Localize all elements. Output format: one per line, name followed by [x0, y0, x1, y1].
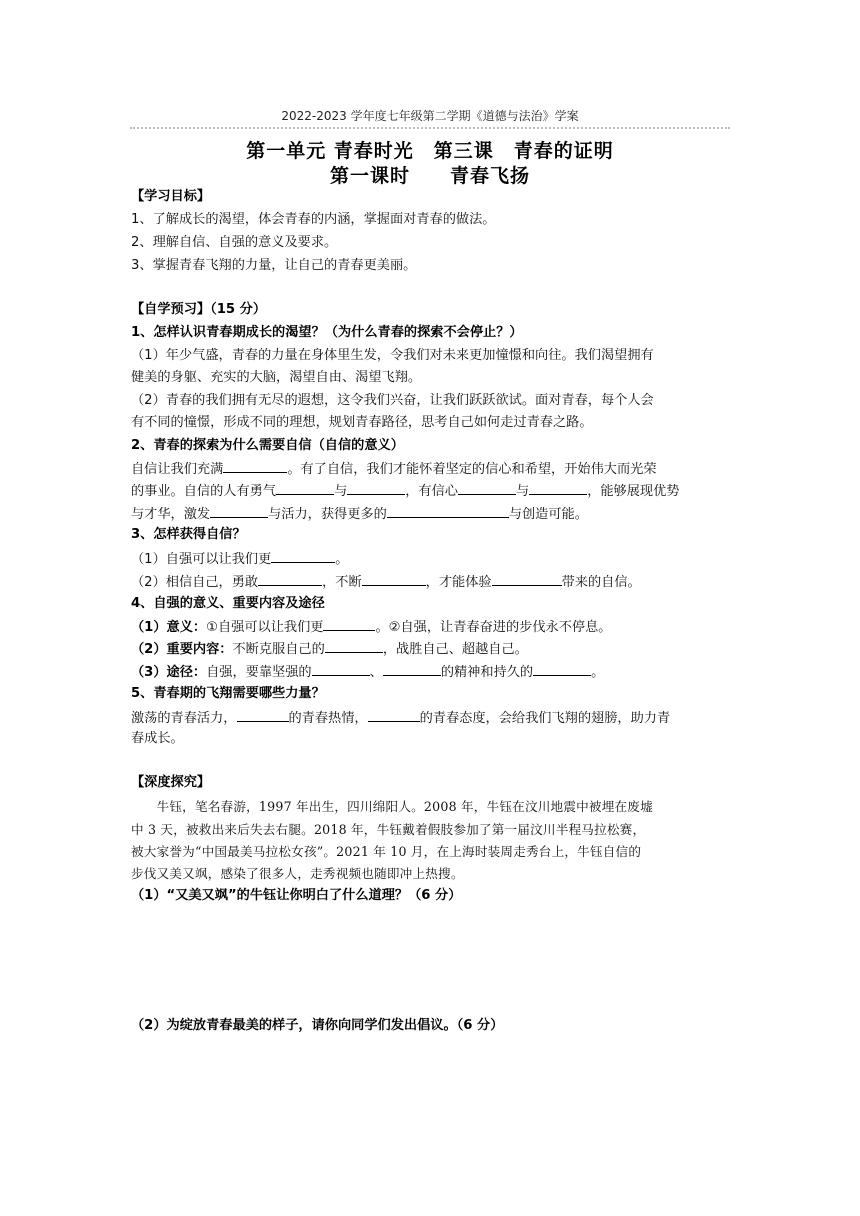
q5-line-2: 春成长。	[131, 731, 184, 746]
q2-line-3: 与才华，激发 与活力，获得更多的 与创造可能。	[131, 504, 588, 524]
fill-blank[interactable]	[325, 639, 383, 653]
fill-blank[interactable]	[387, 504, 509, 518]
goal-item: 2、理解自信、自强的意义及要求。	[131, 235, 338, 250]
explore-question-2: （2）为绽放青春最美的样子，请你向同学们发出倡议。（6 分）	[131, 1018, 504, 1033]
question-3-title: 3、怎样获得自信？	[131, 527, 246, 542]
fill-blank[interactable]	[383, 662, 441, 676]
unit-title: 第一单元 青春时光 第三课 青春的证明	[246, 140, 614, 162]
fill-blank[interactable]	[276, 481, 334, 495]
fill-blank[interactable]	[533, 662, 591, 676]
fill-blank[interactable]	[347, 481, 405, 495]
question-2-title: 2、青春的探索为什么需要自信（自信的意义）	[131, 438, 404, 453]
lesson-title: 第一课时 青春飞扬	[329, 165, 530, 187]
q3-line-1: （1）自强可以让我们更 。	[131, 549, 348, 569]
goal-item: 1、了解成长的渴望，体会青春的内涵，掌握面对青春的做法。	[131, 212, 496, 227]
q1-paragraph-1: （1）年少气盛，青春的力量在身体里生发，令我们对未来更加憧憬和向往。我们渴望拥有	[131, 348, 654, 363]
fill-blank[interactable]	[258, 572, 322, 586]
header-divider	[130, 127, 730, 129]
passage-line: 中 3 天，被救出来后失去右腿。2018 年，牛钰戴着假肢参加了第一届汶川半程马拉松赛，	[131, 822, 646, 837]
q1-paragraph-2-cont: 有不同的憧憬，形成不同的理想，规划青春路径，思考自己如何走过青春之路。	[131, 415, 593, 430]
explore-heading: 【深度探究】	[131, 775, 211, 790]
fill-blank[interactable]	[362, 572, 426, 586]
document-header: 2022-2023 学年度七年级第二学期《道德与法治》学案	[281, 109, 579, 123]
fill-blank[interactable]	[223, 459, 287, 473]
fill-blank[interactable]	[210, 504, 268, 518]
question-5-title: 5、青春期的飞翔需要哪些力量？	[131, 686, 325, 701]
preview-heading: 【自学预习】（15 分）	[131, 302, 267, 317]
goals-heading: 【学习目标】	[131, 189, 211, 204]
passage-line: 步伐又美又飒，感染了很多人，走秀视频也随即冲上热搜。	[131, 866, 464, 881]
q2-line-2: 的事业。自信的人有勇气 与 ，有信心 与 ，能够展现优势	[131, 481, 680, 501]
goal-item: 3、掌握青春飞翔的力量，让自己的青春更美丽。	[131, 258, 417, 273]
q3-line-2: （2）相信自己，勇敢 ，不断 ，才能体验 带来的自信。	[131, 572, 641, 592]
question-4-title: 4、自强的意义、重要内容及途径	[131, 596, 325, 611]
fill-blank[interactable]	[323, 617, 375, 631]
fill-blank[interactable]	[368, 708, 420, 722]
q2-line-1: 自信让我们充满 。有了自信，我们才能怀着坚定的信心和希望，开始伟大而光荣	[131, 459, 657, 479]
q1-paragraph-1-cont: 健美的身躯、充实的大脑，渴望自由、渴望飞翔。	[131, 370, 422, 385]
fill-blank[interactable]	[458, 481, 516, 495]
fill-blank[interactable]	[529, 481, 587, 495]
fill-blank[interactable]	[271, 549, 335, 563]
explore-question-1: （1）“又美又飒”的牛钰让你明白了什么道理？（6 分）	[131, 888, 462, 903]
fill-blank[interactable]	[492, 572, 562, 586]
q4-line-1: （1）意义：①自强可以让我们更 。②自强，让青春奋进的步伐永不停息。	[131, 617, 611, 637]
fill-blank[interactable]	[312, 662, 370, 676]
q5-line-1: 激荡的青春活力， 的青春热情， 的青春态度，会给我们飞翔的翅膀，助力青	[131, 708, 670, 728]
passage-line: 被大家誉为“中国最美马拉松女孩”。2021 年 10 月，在上海时装周走秀台上，牛钰自信的	[131, 844, 642, 859]
passage-line: 牛钰，笔名春游，1997 年出生，四川绵阳人。2008 年，牛钰在汶川地震中被埋在废墟	[131, 799, 653, 814]
q4-line-2: （2）重要内容：不断克服自己的 ，战胜自己、超越自己。	[131, 639, 528, 659]
fill-blank[interactable]	[237, 708, 289, 722]
q1-paragraph-2: （2）青春的我们拥有无尽的遐想，这令我们兴奋，让我们跃跃欲试。面对青春，每个人会	[131, 393, 654, 408]
question-1-title: 1、怎样认识青春期成长的渴望？（为什么青春的探索不会停止？）	[131, 325, 523, 340]
q4-line-3: （3）途径：自强，要靠坚强的 、 的精神和持久的 。	[131, 662, 604, 682]
